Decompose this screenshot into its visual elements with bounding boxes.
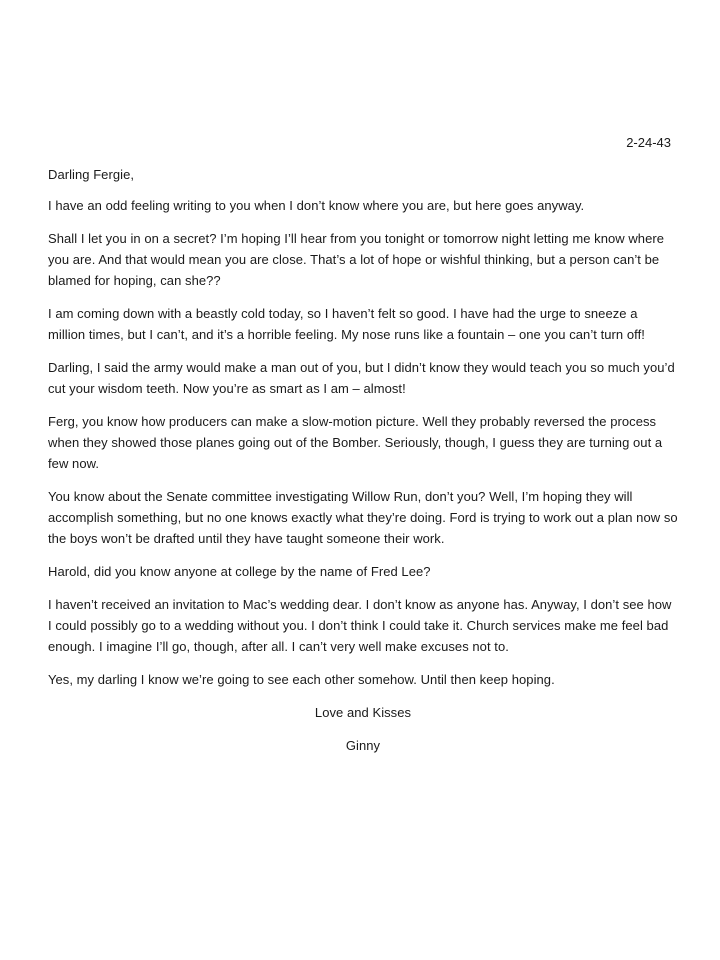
- paragraph-3: I am coming down with a beastly cold today, so I haven’t felt so good. I have had the urge to sneeze a million times, but I can’t, and it’s a horrible feeling. My nose runs like a fountain – one you can’t turn off!: [48, 306, 645, 342]
- paragraph-7: Harold, did you know anyone at college by the name of Fred Lee?: [48, 564, 431, 579]
- paragraph-5: Ferg, you know how producers can make a slow-motion picture. Well they probably reversed the process when they showed those planes going out of the Bomber. Seriously, though, I guess they are turning out a few now.: [48, 414, 663, 471]
- paragraph-2: Shall I let you in on a secret? I’m hoping I’ll hear from you tonight or tomorrow night letting me know where you are. And that would mean you are close. That’s a lot of hope or wishful thinking, but a person can’t be blamed for hoping, can she??: [48, 231, 665, 288]
- paragraph-4: Darling, I said the army would make a man out of you, but I didn’t know they would teach you so much you’d cut your wisdom teeth. Now you’re as smart as I am – almost!: [48, 360, 675, 396]
- letter-body: [48, 164, 678, 768]
- paragraph-1: I have an odd feeling writing to you when I don’t know where you are, but here goes anyway.: [48, 198, 585, 213]
- letter-date: 2-24-43: [626, 135, 671, 150]
- paragraph-6: You know about the Senate committee investigating Willow Run, don’t you? Well, I’m hoping they will accomplish something, but no one knows exactly what they’re doing. Ford is trying to work out a plan now so the boys won’t be drafted until they have taught someone their work.: [48, 489, 678, 546]
- paragraph-8: I haven’t received an invitation to Mac’s wedding dear. I don’t know as anyone has. Anyway, I don’t see how I could possibly go to a wedding without you. I don’t think I could take it. Church services make me feel bad enough. I imagine I’ll go, though, after all. I can’t very well make excuses not to.: [48, 597, 672, 654]
- letter-greeting: Darling Fergie,: [48, 167, 135, 182]
- letter-signature: Ginny: [345, 738, 381, 753]
- paragraph-9: Yes, my darling I know we’re going to see each other somehow. Until then keep hoping.: [48, 672, 555, 687]
- letter-closing: Love and Kisses: [314, 705, 412, 720]
